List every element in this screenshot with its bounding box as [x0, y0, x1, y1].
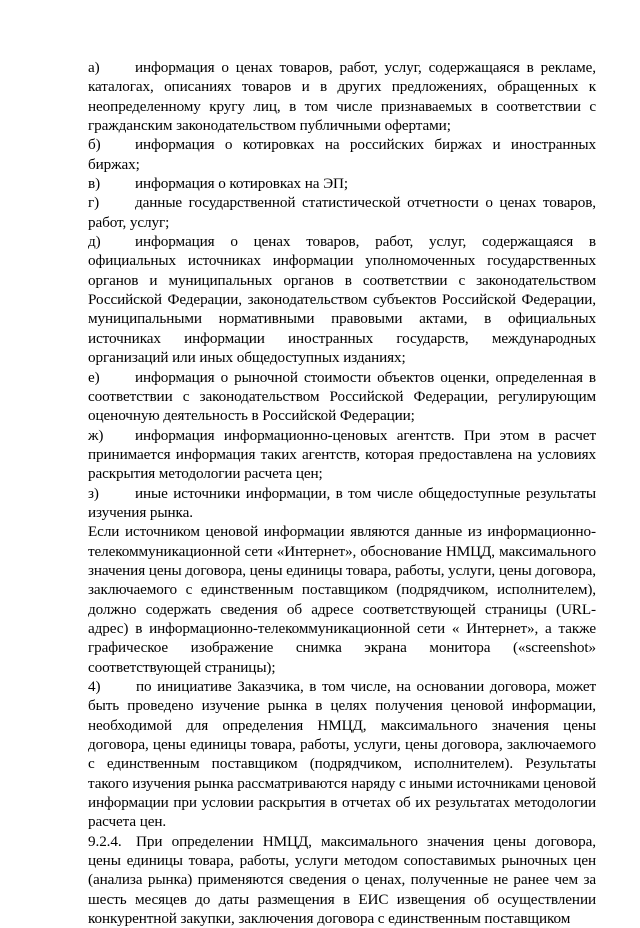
list-item-e — [88, 368, 596, 426]
list-item-text: данные государственной статистической отчетности о ценах товаров, работ, услуг; — [88, 194, 596, 231]
section-number: 9.2.4. — [88, 832, 122, 850]
list-marker: з) — [88, 484, 99, 502]
list-item-zh — [88, 426, 596, 484]
list-marker: д) — [88, 233, 101, 251]
list-item-4 — [88, 677, 596, 832]
list-marker: г) — [88, 194, 100, 212]
list-item-text: информация о ценах товаров, работ, услуг, содержащаяся в рекламе, каталогах, описаниях товаров и в других предложениях, обращенных к неопределенному кругу лиц, в том числе признаваемых в соответствии с гражданским законодательством публичными офертами; — [88, 59, 596, 135]
section-text: При определении НМЦД, максимального значения цены договора, цены единицы товара, работы, услуги методом сопоставимых рыночных цен (анализа рынка) применяются сведения о ценах, полученные не ранее чем за шесть месяцев до даты размещения в ЕИС извещения об осуществлении конкурентной закупки, заключения договора с единственным поставщиком — [88, 832, 596, 928]
list-item-g — [88, 193, 596, 232]
internet-source-paragraph — [88, 522, 596, 677]
list-marker: б) — [88, 136, 101, 154]
section-9-2-4 — [88, 832, 596, 928]
list-marker: е) — [88, 368, 100, 386]
list-item-text: иные источники информации, в том числе общедоступные результаты изучения рынка. — [88, 484, 596, 521]
list-marker: а) — [88, 59, 100, 76]
list-item-v — [88, 174, 596, 193]
list-item-d — [88, 232, 596, 367]
list-item-text: информация информационно-ценовых агентств. При этом в расчет принимается информация таких агентств, которая предоставлена на условиях раскрытия методологии расчета цен; — [88, 426, 596, 483]
list-item-b — [88, 135, 596, 174]
list-item-a — [88, 58, 596, 135]
document-page — [88, 58, 596, 928]
list-marker: в) — [88, 175, 101, 193]
list-item-text: информация о рыночной стоимости объектов оценки, определенная в соответствии с законодательством Российской Федерации, регулирующим оценочную деятельность в Российской Федерации; — [88, 368, 596, 425]
list-item-text: по инициативе Заказчика, в том числе, на основании договора, может быть проведено изучение рынка в целях получения ценовой информации, необходимой для определения НМЦД, максимального значения цены договора, цены единицы товара, работы, услуги, цены договора, заключаемого с единственным поставщиком (подрядчиком, исполнителем). Результаты такого изучения рынка рассматриваются наряду с иными источниками ценовой информации при условии раскрытия в отчетах об их результатах методологии расчета цен. — [88, 678, 596, 831]
list-marker: ж) — [88, 426, 104, 444]
list-marker: 4) — [88, 678, 101, 695]
list-item-text: информация о котировках на ЭП; — [135, 175, 349, 193]
paragraph-text: Если источником ценовой информации являются данные из информационно-телекоммуникационной сети «Интернет», обоснование НМЦД, максимального значения цены договора, цены единицы товара, работы, услуги, цены договора, заключаемого с единственным поставщиком (подрядчиком, исполнителем), должно содержать сведения об адресе соответствующей страницы (URL-адрес) в информационно-телекоммуникационной сети « Интернет», а также графическое изображение снимка экрана монитора («screenshot» соответствующей страницы); — [88, 523, 596, 676]
list-item-text: информация о котировках на российских биржах и иностранных биржах; — [88, 136, 596, 173]
list-item-text: информация о ценах товаров, работ, услуг, содержащаяся в официальных источниках информации уполномоченных государственных органов и муниципальных органов в соответствии с законодательством Российской Федерации, законодательством субъектов Российской Федерации, муниципальными нормативными правовыми актами, в официальных источниках информации иностранных государств, международных организаций или иных общедоступных изданиях; — [88, 233, 596, 367]
list-item-z — [88, 484, 596, 523]
